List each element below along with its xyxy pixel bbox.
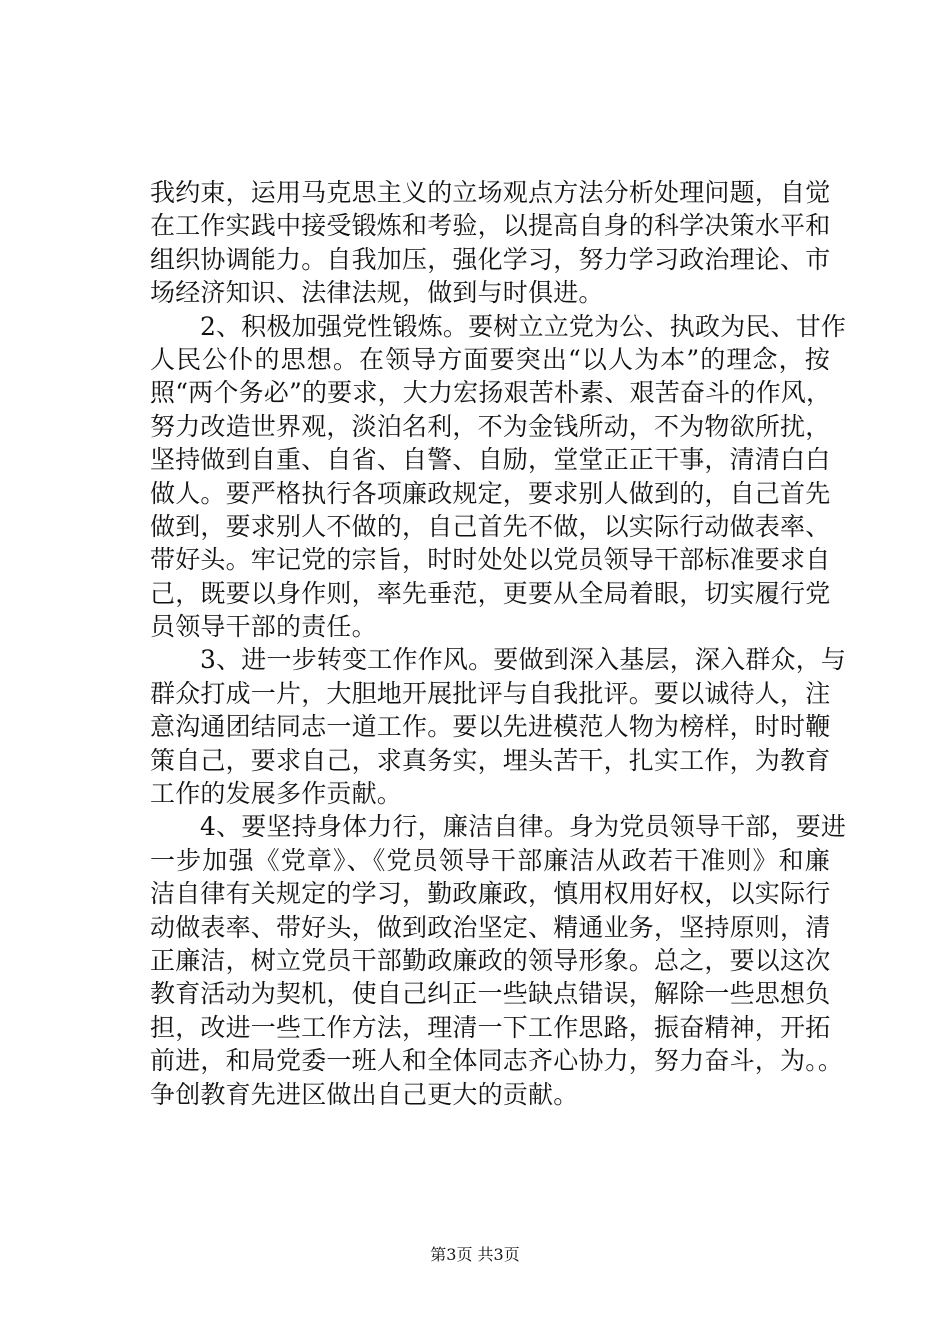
text-line: 在工作实践中接受锻炼和考验，以提高自身的科学决策水平和 (150, 211, 831, 241)
text-line: 做到，要求别人不做的，自己首先不做，以实际行动做表率、 (150, 511, 831, 541)
text-line: 动做表率、带好头，做到政治坚定、精通业务，坚持原则，清 (150, 912, 831, 942)
text-line: 群众打成一片，大胆地开展批评与自我批评。要以诚待人，注 (150, 678, 831, 708)
text-line: 争创教育先进区做出自己更大的贡献。 (150, 1079, 579, 1109)
text-line: 一步加强《党章》、《党员领导干部廉洁从政若干准则》和廉 (150, 845, 830, 875)
text-line: 担，改进一些工作方法，理清一下工作思路，振奋精神，开拓 (150, 1012, 831, 1042)
text-line: 员领导干部的责任。 (150, 612, 377, 642)
text-line: 3、进一步转变工作作风。要做到深入基层，深入群众，与 (200, 645, 847, 675)
text-line: 教育活动为契机，使自己纠正一些缺点错误，解除一些思想负 (150, 979, 831, 1009)
text-line: 正廉洁，树立党员干部勤政廉政的领导形象。总之，要以这次 (150, 945, 831, 975)
text-line: 工作的发展多作贡献。 (150, 779, 403, 809)
text-line: 坚持做到自重、自省、自警、自励，堂堂正正干事，清清白白 (150, 445, 831, 475)
text-line: 2、积极加强党性锻炼。要树立立党为公、执政为民、甘作 (200, 311, 847, 341)
text-line: 人民公仆的思想。在领导方面要突出“以人为本”的理念，按 (150, 344, 830, 374)
text-line: 场经济知识、法律法规，做到与时俱进。 (150, 278, 604, 308)
text-line: 己，既要以身作则，率先垂范，更要从全局着眼，切实履行党 (150, 578, 831, 608)
text-line: 前进，和局党委一班人和全体同志齐心协力，努力奋斗，为。。 (150, 1046, 844, 1076)
text-line: 组织协调能力。自我加压，强化学习，努力学习政治理论、市 (150, 244, 831, 274)
text-line: 洁自律有关规定的学习，勤政廉政，慎用权用好权，以实际行 (150, 879, 831, 909)
text-line: 我约束，运用马克思主义的立场观点方法分析处理问题，自觉 (150, 178, 831, 207)
text-line: 意沟通团结同志一道工作。要以先进模范人物为榜样，时时鞭 (150, 712, 831, 742)
text-line: 努力改造世界观，淡泊名利，不为金钱所动，不为物欲所扰， (150, 411, 831, 441)
text-line: 带好头。牢记党的宗旨，时时处处以党员领导干部标准要求自 (150, 545, 831, 575)
text-line: 照“两个务必”的要求，大力宏扬艰苦朴素、艰苦奋斗的作风， (150, 378, 832, 408)
document-body (150, 176, 847, 1111)
page-footer: 第3页 共3页 (430, 1245, 520, 1264)
text-line: 做人。要严格执行各项廉政规定，要求别人做到的，自己首先 (150, 478, 831, 508)
text-line: 策自己，要求自己，求真务实，埋头苦干，扎实工作，为教育 (150, 745, 831, 775)
text-line: 4、要坚持身体力行，廉洁自律。身为党员领导干部，要进 (200, 812, 847, 842)
